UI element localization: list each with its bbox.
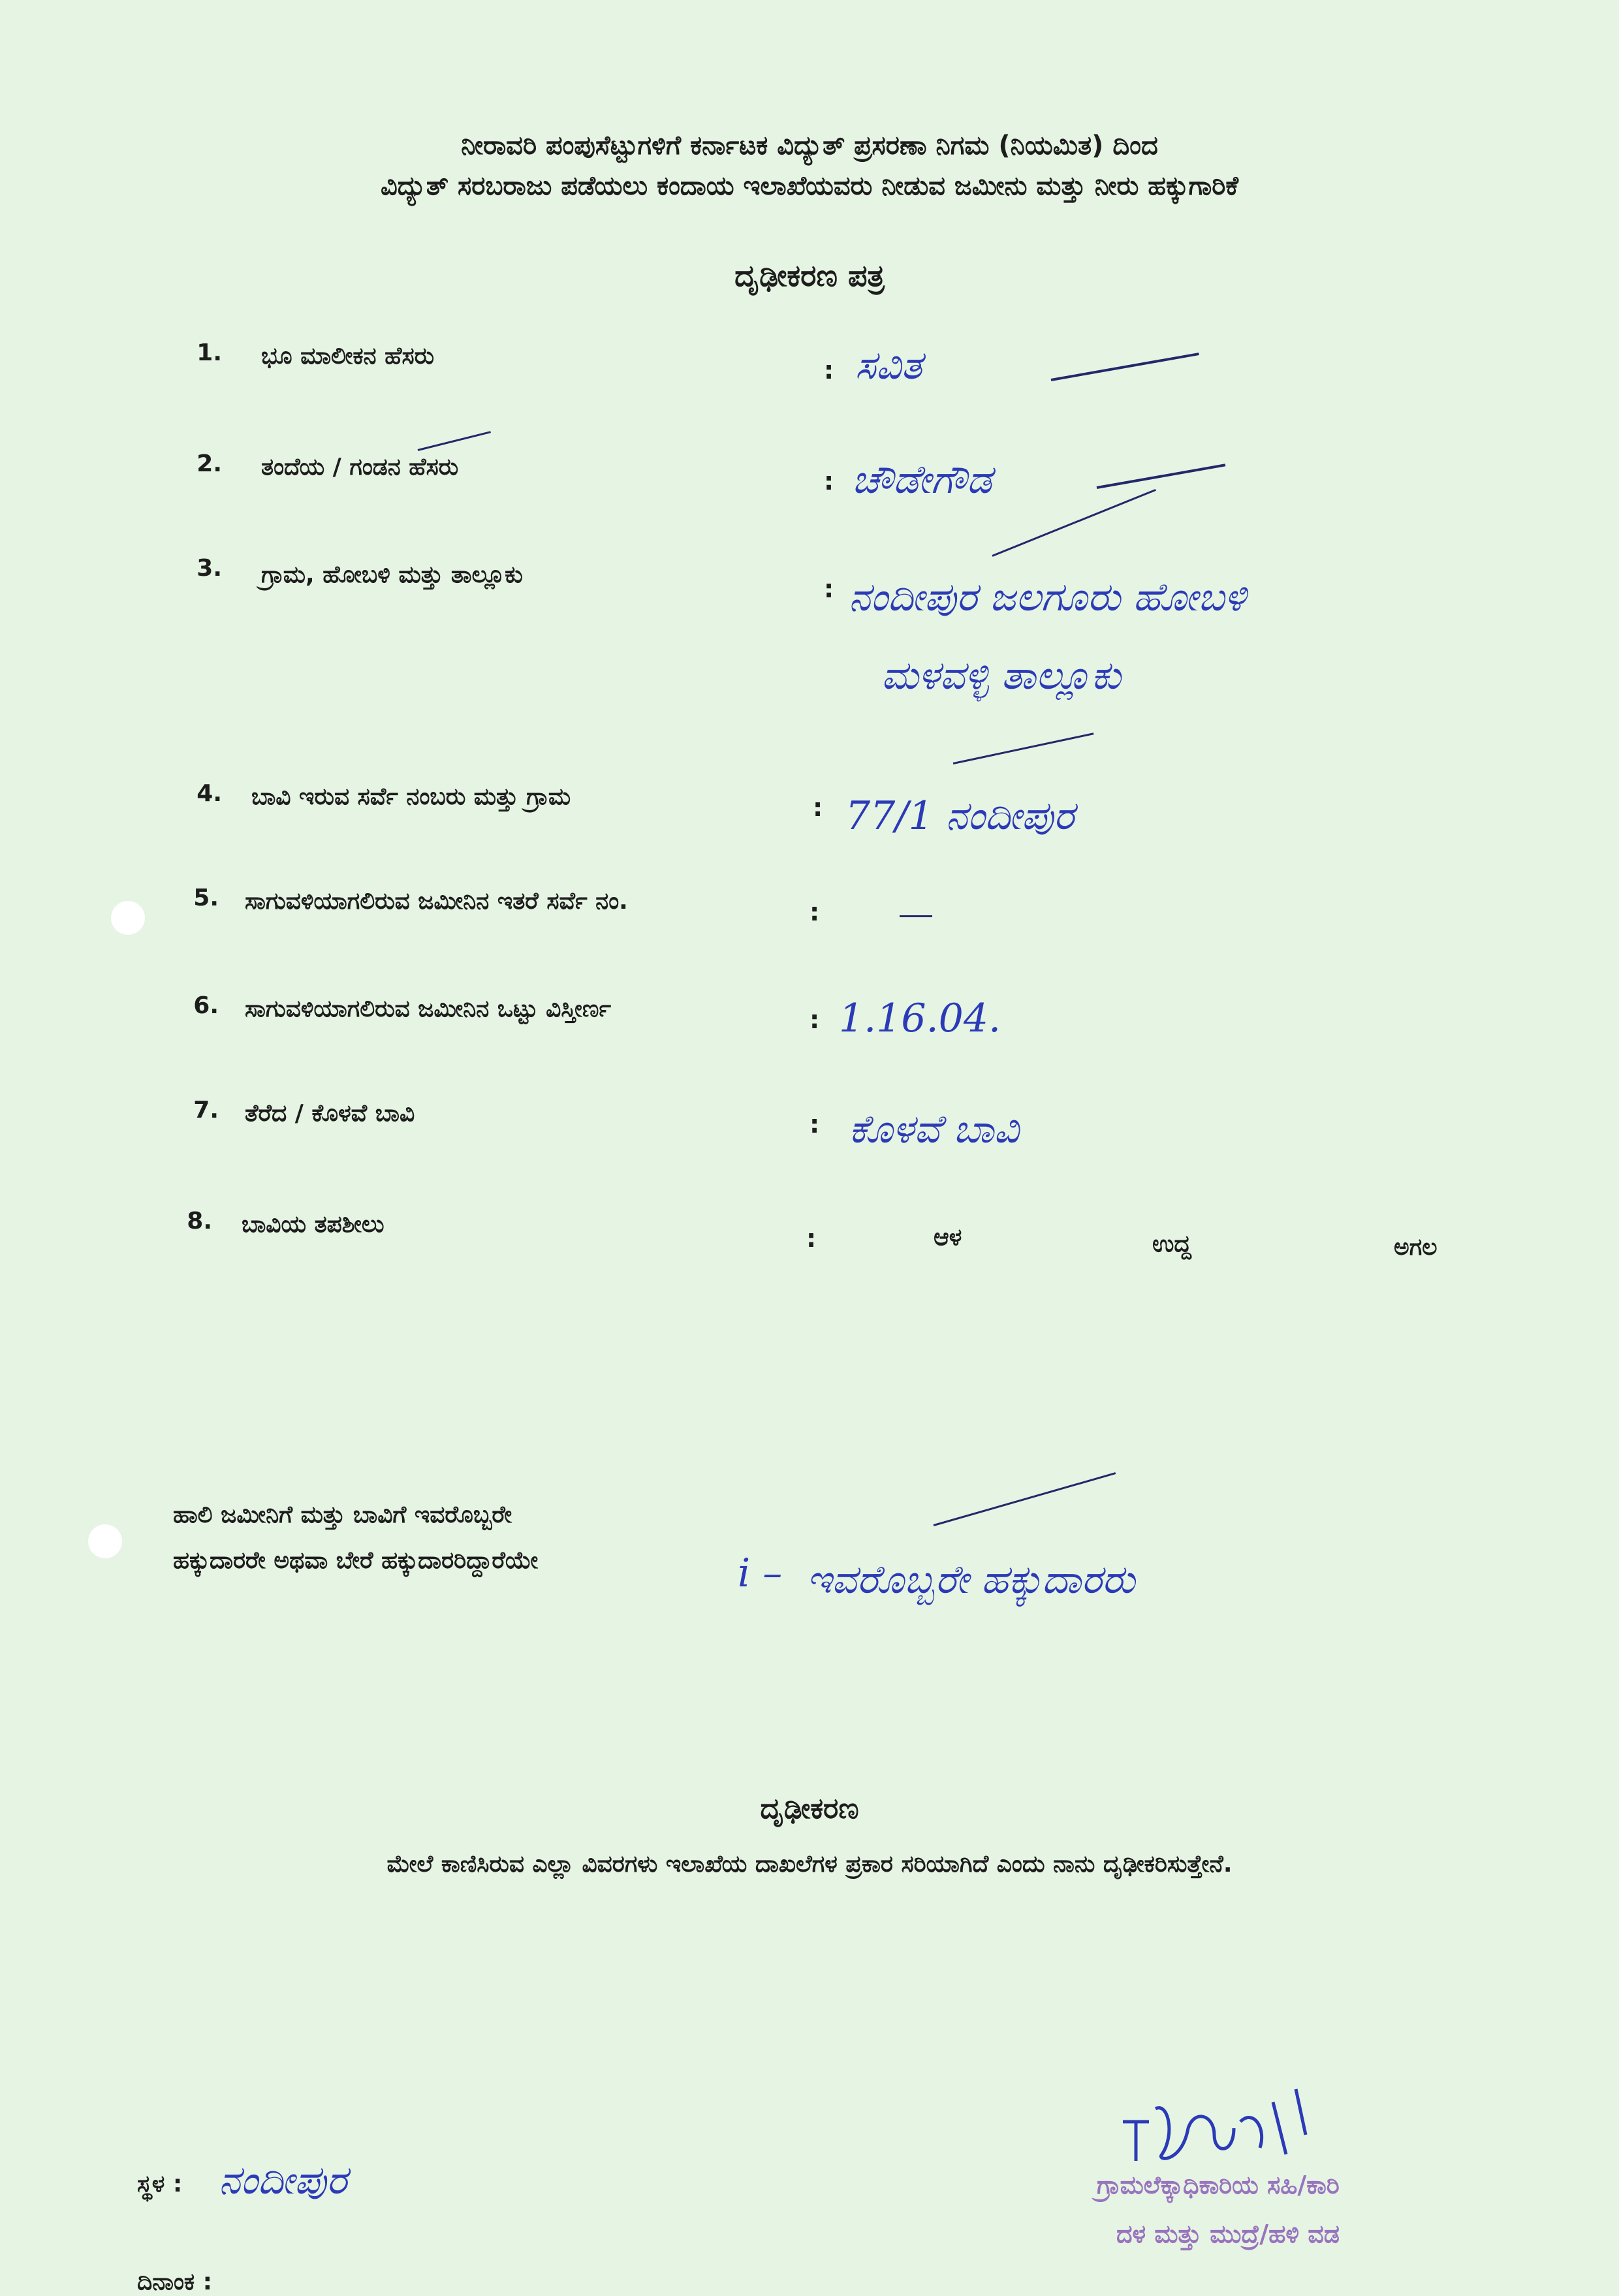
field-1-label: ಭೂ ಮಾಲೀಕನ ಹೆಸರು [261, 343, 435, 370]
field-8-number: 8. [187, 1208, 212, 1234]
place-label: ಸ್ಥಳ : [137, 2171, 183, 2197]
field-3-label: ಗ್ರಾಮ, ಹೋಬಳಿ ಮತ್ತು ತಾಲ್ಲೂಕು [261, 561, 523, 588]
certification-text: ಮೇಲೆ ಕಾಣಿಸಿರುವ ಎಲ್ಲಾ ವಿವರಗಳು ಇಲಾಖೆಯ ದಾಖಲೆಗಳ ಪ್ರಕಾರ ಸರಿಯಾಗಿದೆ ಎಂದು ನಾನು ದೃಢೀಕರಿಸುತ್ತೇನೆ. [386, 1851, 1233, 1878]
field-2-check-stroke-right [1097, 464, 1226, 489]
field-6-value: 1.16.04. [839, 996, 1001, 1041]
field-3-check-stroke [992, 489, 1155, 557]
field-4-label: ಬಾವಿ ಇರುವ ಸರ್ವೆ ನಂಬರು ಮತ್ತು ಗ್ರಾಮ [251, 783, 571, 810]
field-6-label: ಸಾಗುವಳಿಯಾಗಲಿರುವ ಜಮೀನಿನ ಒಟ್ಟು ವಿಸ್ತೀರ್ಣ [245, 996, 612, 1022]
field-2-colon: : [824, 467, 834, 495]
field-1-value: ಸವಿತ [855, 343, 922, 388]
field-5-number: 5. [193, 885, 219, 911]
field-5-label: ಸಾಗುವಳಿಯಾಗಲಿರುವ ಜಮೀನಿನ ಇತರೆ ಸರ್ವೆ ನಂ. [245, 888, 628, 915]
header-line-1: ನೀರಾವರಿ ಪಂಪುಸೆಟ್ಟುಗಳಿಗೆ ಕರ್ನಾಟಕ ವಿದ್ಯುತ್ ಪ್ರಸರಣಾ ನಿಗಮ (ನಿಯಮಿತ) ದಿಂದ [461, 131, 1158, 161]
ownership-value: ಇವರೊಬ್ಬರೇ ಹಕ್ಕುದಾರರು [806, 1557, 1135, 1603]
field-5-colon: : [810, 898, 820, 926]
field-7-number: 7. [193, 1097, 219, 1124]
field-1-colon: : [824, 356, 834, 385]
field-3-value-line-2: ಮಳವಳ್ಳಿ ತಾಲ್ಲೂಕು [881, 653, 1122, 699]
field-8-colon: : [806, 1224, 817, 1253]
ownership-check-stroke [934, 1472, 1116, 1526]
officer-stamp-line-1: ಗ್ರಾಮಲೆಕ್ಕಾಧಿಕಾರಿಯ ಸಹಿ/ಕಾರಿ [1097, 2171, 1340, 2199]
field-7-label: ತೆರೆದ / ಕೊಳವೆ ಬಾವಿ [245, 1100, 415, 1127]
well-length-label: ಉದ್ದ [1152, 1231, 1191, 1257]
officer-signature [1110, 2083, 1345, 2174]
field-1-number: 1. [196, 339, 222, 366]
field-8-label: ಬಾವಿಯ ತಪಶೀಲು [242, 1211, 385, 1238]
field-7-value: ಕೊಳವೆ ಬಾವಿ [849, 1107, 1020, 1152]
field-4-number: 4. [196, 780, 222, 807]
document-title: ದೃಢೀಕರಣ ಪತ್ರ [734, 258, 885, 293]
field-4-value: 77/1 ನಂದೀಪುರ [845, 793, 1075, 839]
punch-hole-bottom [88, 1524, 122, 1558]
field-2-check-stroke [418, 431, 491, 451]
field-2-value: ಚೌಡೇಗೌಡ [852, 457, 992, 503]
field-3-number: 3. [196, 555, 222, 582]
date-label: ದಿನಾಂಕ : [137, 2269, 213, 2295]
field-6-colon: : [810, 1005, 820, 1034]
ownership-value-dash: i – [738, 1550, 783, 1596]
field-3-value-line-1: ನಂದೀಪುರ ಜಲಗೂರು ಹೋಬಳಿ [849, 574, 1246, 620]
header-line-2: ವಿದ್ಯುತ್ ಸರಬರಾಜು ಪಡೆಯಲು ಕಂದಾಯ ಇಲಾಖೆಯವರು ನೀಡುವ ಜಮೀನು ಮತ್ತು ನೀರು ಹಕ್ಕುಗಾರಿಕೆ [380, 171, 1238, 201]
field-2-number: 2. [196, 450, 222, 477]
place-value: ನಂದೀಪುರ [219, 2158, 347, 2203]
field-5-dash [900, 915, 932, 917]
field-4-check-stroke [953, 732, 1094, 764]
well-depth-label: ಆಳ [934, 1224, 962, 1251]
ownership-question-line-2: ಹಕ್ಕುದಾರರೇ ಅಥವಾ ಬೇರೆ ಹಕ್ಕುದಾರರಿದ್ದಾರೆಯೇ [173, 1547, 539, 1574]
field-3-colon: : [824, 574, 834, 603]
field-2-label: ತಂದೆಯ / ಗಂಡನ ಹೆಸರು [261, 454, 459, 480]
field-7-colon: : [810, 1110, 820, 1139]
punch-hole-top [111, 901, 145, 935]
field-6-number: 6. [193, 992, 219, 1019]
field-1-check-stroke [1051, 353, 1199, 381]
well-width-label: ಅಗಲ [1394, 1234, 1438, 1261]
officer-stamp-line-2: ದಳ ಮತ್ತು ಮುದ್ರೆ/ಹಳಿ ವಡ [1116, 2220, 1340, 2248]
field-4-colon: : [813, 793, 823, 822]
ownership-question-line-1: ಹಾಲಿ ಜಮೀನಿಗೆ ಮತ್ತು ಬಾವಿಗೆ ಇವರೊಬ್ಬರೇ [173, 1502, 512, 1528]
certification-title: ದೃಢೀಕರಣ [760, 1792, 859, 1825]
